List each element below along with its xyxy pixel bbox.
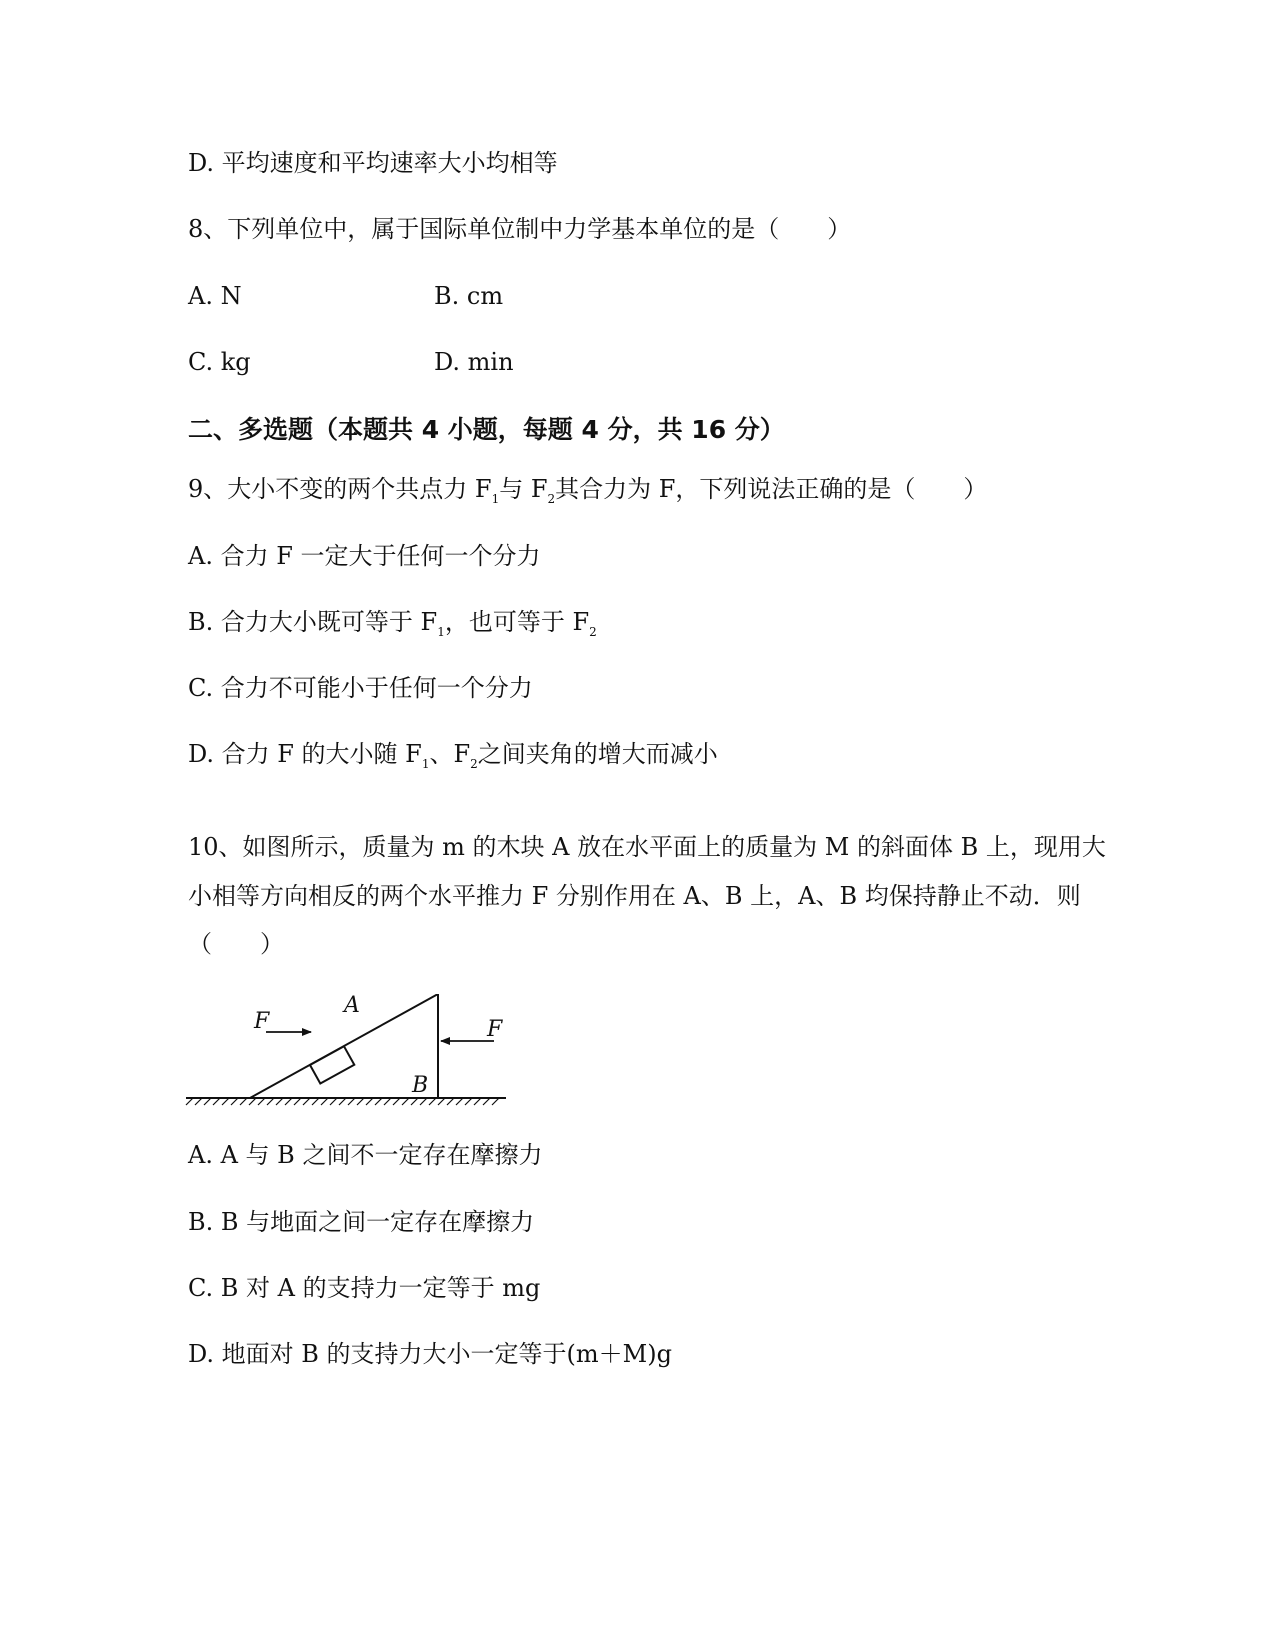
q8-option-b: B. cm — [434, 282, 504, 310]
q9-option-d — [188, 739, 718, 779]
q8-option-d: D. min — [434, 348, 514, 376]
q9-stem-subscript-1: 1 — [491, 492, 500, 506]
q8-option-a: A. N — [188, 282, 242, 310]
q9-option-b-text-2: ，也可等于 F — [444, 608, 590, 636]
q9-stem-text-1: 9、大小不变的两个共点力 F — [188, 475, 492, 503]
q10-stem-line-3: （ ） — [188, 930, 284, 958]
section-heading: 二、多选题（本题共 4 小题，每题 4 分，共 16 分） — [188, 415, 785, 444]
ground-hatching — [186, 1098, 499, 1105]
label-block-a: A — [344, 994, 360, 1018]
q10-option-a: A. A 与 B 之间不一定存在摩擦力 — [188, 1141, 543, 1169]
q8-stem: 8、下列单位中，属于国际单位制中力学基本单位的是（ ） — [188, 215, 852, 243]
q9-option-d-text-1: D. 合力 F 的大小随 F — [188, 740, 422, 768]
q9-stem-text-2: 与 F — [499, 475, 548, 503]
label-wedge-b: B — [412, 1073, 429, 1098]
q9-option-b — [188, 607, 597, 647]
incline-diagram — [184, 994, 514, 1114]
q10-option-b: B. B 与地面之间一定存在摩擦力 — [188, 1208, 535, 1236]
q8-option-c: C. kg — [188, 348, 251, 376]
label-force-right: F — [487, 1017, 503, 1042]
q9-stem — [188, 474, 987, 514]
label-force-left: F — [254, 1009, 270, 1034]
q9-stem-text-3: 其合力为 F，下列说法正确的是（ ） — [555, 475, 988, 503]
q9-option-b-text-1: B. 合力大小既可等于 F — [188, 608, 438, 636]
q9-option-a: A. 合力 F 一定大于任何一个分力 — [188, 542, 541, 570]
q9-stem-subscript-2: 2 — [547, 492, 556, 506]
q9-option-b-subscript-1: 1 — [437, 625, 445, 639]
q9-option-d-subscript-1: 1 — [421, 757, 430, 771]
q10-option-c: C. B 对 A 的支持力一定等于 mg — [188, 1274, 541, 1302]
q10-stem-line-1: 10、如图所示，质量为 m 的木块 A 放在水平面上的质量为 M 的斜面体 B 上，现用大 — [188, 833, 1106, 861]
q10-option-d: D. 地面对 B 的支持力大小一定等于(m＋M)g — [188, 1340, 672, 1368]
q9-option-d-text-3: 之间夹角的增大而减小 — [477, 740, 718, 768]
q9-option-c: C. 合力不可能小于任何一个分力 — [188, 674, 533, 702]
q9-option-b-subscript-2: 2 — [589, 625, 597, 639]
q9-option-d-subscript-2: 2 — [470, 757, 478, 771]
q9-option-d-text-2: 、F — [429, 740, 471, 768]
block-a — [310, 1046, 354, 1083]
q7-option-d: D. 平均速度和平均速率大小均相等 — [188, 149, 558, 177]
q10-stem-line-2: 小相等方向相反的两个水平推力 F 分别作用在 A、B 上，A、B 均保持静止不动．则 — [188, 882, 1081, 910]
